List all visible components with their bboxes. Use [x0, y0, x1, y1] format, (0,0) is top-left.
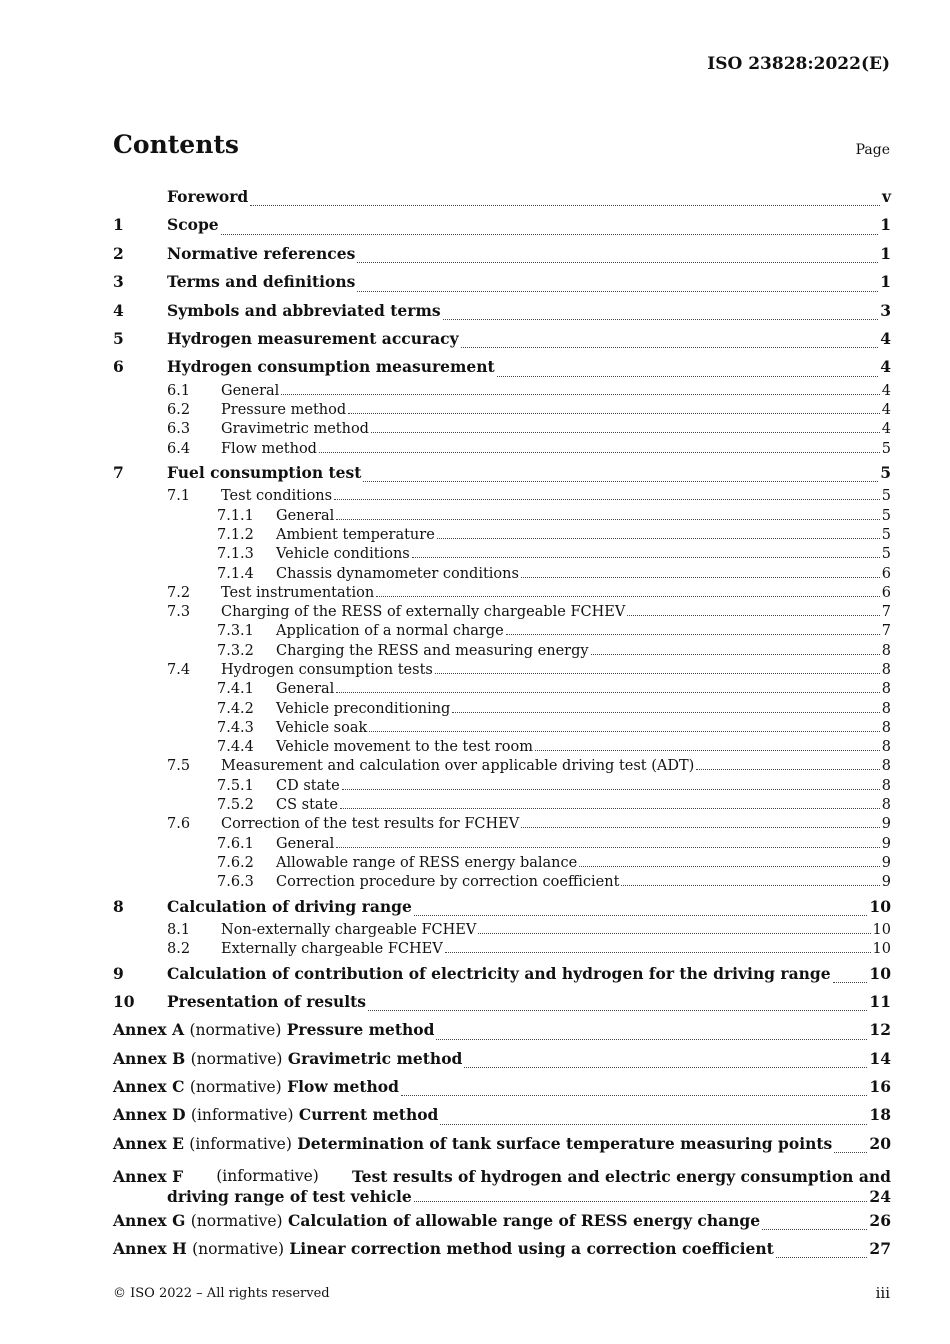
- toc-entry-title: Measurement and calculation over applicable driving test (ADT): [221, 758, 695, 775]
- toc-entry-number: 7.1.4: [217, 565, 254, 582]
- toc-entry-number: 7.3: [167, 604, 191, 621]
- toc-entry-page: 27: [869, 1238, 891, 1258]
- toc-entry-page: 9: [881, 874, 891, 891]
- copyright-notice: © ISO 2022 – All rights reserved: [113, 1286, 330, 1301]
- toc-annex-entry[interactable]: [113, 1130, 891, 1158]
- toc-entry-page: 16: [869, 1077, 891, 1097]
- toc-leader-dots: [506, 634, 880, 635]
- toc-entry-title: Presentation of results: [167, 991, 366, 1011]
- toc-entry-title: Test conditions: [221, 488, 333, 505]
- toc-leader-dots: [363, 481, 878, 482]
- toc-entry-title: General: [276, 681, 335, 698]
- toc-entry-page: 5: [880, 462, 891, 482]
- toc-leader-dots: [478, 933, 870, 934]
- toc-entry-number: 2: [113, 243, 124, 263]
- annex-label: Annex H: [113, 1238, 187, 1258]
- toc-entry-page: v: [881, 186, 891, 206]
- toc-entry[interactable]: [113, 183, 891, 211]
- toc-entry[interactable]: [113, 893, 891, 921]
- toc-entry-number: 7.1.3: [217, 546, 254, 563]
- toc-entry[interactable]: [113, 988, 891, 1016]
- toc-entry[interactable]: [113, 526, 891, 545]
- toc-entry-page: 10: [872, 921, 891, 938]
- toc-entry-title: Terms and definitions: [167, 272, 356, 292]
- toc-entry-number: 7.5.2: [217, 797, 254, 814]
- toc-entry-page: 8: [881, 797, 891, 814]
- toc-entry[interactable]: [113, 420, 891, 439]
- toc-entry[interactable]: [113, 487, 891, 506]
- toc-entry-title: Hydrogen consumption measurement: [167, 357, 495, 377]
- toc-leader-dots: [762, 1229, 867, 1230]
- toc-entry[interactable]: [113, 240, 891, 268]
- toc-entry-title: Non-externally chargeable FCHEV: [221, 921, 477, 938]
- annex-heading: [113, 1235, 774, 1263]
- annex-title-line1: [113, 1167, 891, 1186]
- page-column-label: Page: [855, 142, 890, 158]
- toc-entry-title: Charging the RESS and measuring energy: [276, 642, 589, 659]
- toc-entry[interactable]: [113, 507, 891, 526]
- annex-title-continued: driving range of test vehicle: [167, 1186, 412, 1206]
- toc-entry-number: 7.4: [167, 661, 191, 678]
- toc-leader-dots: [591, 654, 880, 655]
- annex-category: (informative): [216, 1167, 319, 1186]
- annex-label: Annex A: [113, 1020, 185, 1040]
- toc-entry[interactable]: [113, 796, 891, 815]
- toc-entry-title: General: [221, 382, 280, 399]
- toc-entry-page: 5: [881, 526, 891, 543]
- toc-leader-dots: [221, 234, 879, 235]
- toc-entry-number: 7.6.2: [217, 854, 254, 871]
- toc-entry-number: 7: [113, 462, 124, 482]
- toc-leader-dots: [348, 413, 880, 414]
- annex-heading: [113, 1101, 438, 1129]
- toc-entry-number: 8: [113, 896, 124, 916]
- toc-entry-title: Scope: [167, 215, 219, 235]
- toc-leader-dots: [521, 577, 880, 578]
- toc-entry-page: 9: [881, 854, 891, 871]
- toc-leader-dots: [368, 1010, 867, 1011]
- toc-leader-dots: [342, 789, 880, 790]
- toc-entry-number: 7.6: [167, 816, 191, 833]
- toc-entry-number: 7.1.2: [217, 526, 254, 543]
- annex-title: Gravimetric method: [287, 1048, 463, 1068]
- toc-leader-dots: [497, 376, 878, 377]
- annex-heading: [113, 1130, 832, 1158]
- toc-leader-dots: [281, 394, 879, 395]
- toc-entry-title: Charging of the RESS of externally chargeable FCHEV: [221, 604, 626, 621]
- toc-entry-page: 5: [881, 440, 891, 457]
- annex-title-line2: [113, 1187, 891, 1207]
- toc-entry-title: Pressure method: [221, 402, 347, 419]
- toc-leader-dots: [340, 808, 880, 809]
- page-number: iii: [875, 1284, 890, 1302]
- annex-label: Annex F: [113, 1167, 184, 1187]
- toc-leader-dots: [401, 1095, 867, 1096]
- toc-entry-title: Ambient temperature: [276, 526, 435, 543]
- document-id: ISO 23828:2022(E): [707, 54, 890, 74]
- annex-heading: [113, 1207, 760, 1235]
- toc-entry-number: 7.4.4: [217, 739, 254, 756]
- table-of-contents: [113, 183, 891, 1263]
- toc-entry[interactable]: [113, 297, 891, 325]
- toc-entry-number: 7.5: [167, 758, 191, 775]
- toc-entry-title: Calculation of driving range: [167, 896, 412, 916]
- toc-entry[interactable]: [113, 382, 891, 401]
- toc-leader-dots: [414, 915, 868, 916]
- toc-entry-number: 7.4.2: [217, 700, 254, 717]
- toc-annex-entry[interactable]: [113, 1207, 891, 1235]
- toc-entry-title: Vehicle movement to the test room: [276, 739, 533, 756]
- toc-entry-page: 8: [881, 700, 891, 717]
- toc-entry[interactable]: [113, 815, 891, 834]
- toc-leader-dots: [336, 519, 879, 520]
- toc-entry-number: 7.2: [167, 584, 191, 601]
- toc-entry[interactable]: [113, 661, 891, 680]
- annex-title: Linear correction method using a correction coefficient: [289, 1238, 774, 1258]
- toc-entry-title: Correction procedure by correction coefficient: [276, 874, 620, 891]
- toc-entry[interactable]: [113, 700, 891, 719]
- toc-leader-dots: [833, 982, 868, 983]
- toc-entry-title: Hydrogen consumption tests: [221, 661, 433, 678]
- toc-leader-dots: [696, 769, 879, 770]
- annex-label: Annex B: [113, 1048, 186, 1068]
- toc-leader-dots: [436, 1039, 867, 1040]
- annex-label: Annex G: [113, 1210, 186, 1230]
- toc-leader-dots: [464, 1067, 867, 1068]
- annex-label: Annex C: [113, 1077, 185, 1097]
- toc-entry-number: 6: [113, 357, 124, 377]
- toc-entry-title: Flow method: [221, 440, 317, 457]
- toc-annex-entry[interactable]: [113, 1045, 891, 1073]
- toc-leader-dots: [336, 847, 879, 848]
- toc-entry-page: 5: [881, 546, 891, 563]
- toc-entry-page: 24: [869, 1186, 891, 1206]
- toc-leader-dots: [376, 596, 880, 597]
- toc-entry-number: 6.4: [167, 440, 191, 457]
- toc-leader-dots: [336, 692, 879, 693]
- toc-entry[interactable]: [113, 921, 891, 940]
- toc-entry-page: 10: [872, 941, 891, 958]
- toc-entry[interactable]: [113, 268, 891, 296]
- toc-entry-title: Hydrogen measurement accuracy: [167, 328, 459, 348]
- toc-entry[interactable]: [113, 642, 891, 661]
- toc-entry-title: Gravimetric method: [221, 421, 369, 438]
- toc-entry-page: 5: [881, 488, 891, 505]
- toc-entry-number: 7.6.1: [217, 835, 254, 852]
- toc-entry-page: 8: [881, 758, 891, 775]
- toc-entry-number: 7.4.3: [217, 719, 254, 736]
- annex-heading: [113, 1045, 462, 1073]
- toc-entry[interactable]: [113, 757, 891, 776]
- toc-entry-page: 26: [869, 1210, 891, 1230]
- toc-entry-number: 1: [113, 215, 124, 235]
- toc-entry[interactable]: [113, 565, 891, 584]
- toc-entry-number: 5: [113, 328, 124, 348]
- toc-entry-page: 10: [869, 896, 891, 916]
- toc-entry-page: 3: [880, 300, 891, 320]
- toc-entry-title: Application of a normal charge: [276, 623, 504, 640]
- toc-entry-number: 6.1: [167, 382, 191, 399]
- toc-entry[interactable]: [113, 459, 891, 487]
- toc-entry-page: 14: [869, 1048, 891, 1068]
- toc-leader-dots: [414, 1201, 868, 1202]
- toc-entry-page: 6: [881, 584, 891, 601]
- annex-title: Test results of hydrogen and electric energy consumption and: [351, 1167, 891, 1187]
- toc-entry[interactable]: [113, 738, 891, 757]
- toc-entry-number: 7.3.1: [217, 623, 254, 640]
- toc-entry-number: 7.6.3: [217, 874, 254, 891]
- toc-entry-page: 6: [881, 565, 891, 582]
- toc-entry-title: Correction of the test results for FCHEV: [221, 816, 520, 833]
- toc-entry-title: Chassis dynamometer conditions: [276, 565, 519, 582]
- annex-category: (normative): [190, 1211, 283, 1230]
- toc-leader-dots: [412, 557, 880, 558]
- toc-entry[interactable]: [113, 719, 891, 738]
- toc-entry-page: 7: [881, 623, 891, 640]
- toc-leader-dots: [627, 615, 879, 616]
- toc-entry-page: 5: [881, 507, 891, 524]
- toc-annex-entry[interactable]: [113, 1016, 891, 1044]
- toc-entry-title: Fuel consumption test: [167, 462, 362, 482]
- toc-entry-page: 4: [880, 328, 891, 348]
- toc-leader-dots: [521, 827, 880, 828]
- toc-entry-page: 12: [869, 1020, 891, 1040]
- annex-title: Pressure method: [286, 1020, 435, 1040]
- toc-entry-page: 1: [880, 272, 891, 292]
- toc-entry-page: 4: [880, 357, 891, 377]
- annex-title: Determination of tank surface temperature measuring points: [297, 1133, 833, 1153]
- toc-leader-dots: [834, 1152, 867, 1153]
- toc-entry[interactable]: [113, 835, 891, 854]
- toc-leader-dots: [357, 262, 878, 263]
- toc-leader-dots: [371, 432, 880, 433]
- annex-category: (normative): [189, 1078, 282, 1097]
- toc-entry-number: 4: [113, 300, 124, 320]
- toc-leader-dots: [535, 750, 880, 751]
- toc-entry-page: 20: [869, 1133, 891, 1153]
- toc-entry-page: 8: [881, 777, 891, 794]
- toc-leader-dots: [443, 319, 879, 320]
- toc-leader-dots: [334, 499, 880, 500]
- toc-leader-dots: [579, 866, 880, 867]
- annex-title: Current method: [298, 1105, 439, 1125]
- toc-leader-dots: [440, 1124, 867, 1125]
- toc-entry[interactable]: [113, 584, 891, 603]
- toc-entry-number: 8.2: [167, 941, 191, 958]
- toc-entry[interactable]: [113, 211, 891, 239]
- annex-title: Flow method: [287, 1077, 399, 1097]
- toc-entry[interactable]: [113, 353, 891, 381]
- annex-category: (informative): [189, 1134, 292, 1153]
- toc-entry[interactable]: [113, 680, 891, 699]
- toc-entry-title: CS state: [276, 797, 338, 814]
- toc-entry-page: 8: [881, 642, 891, 659]
- toc-entry[interactable]: [113, 401, 891, 420]
- toc-entry-title: Vehicle soak: [276, 719, 368, 736]
- annex-category: (normative): [190, 1049, 283, 1068]
- annex-heading: [113, 1016, 434, 1044]
- toc-entry-page: 11: [869, 991, 891, 1011]
- toc-annex-entry[interactable]: [113, 1101, 891, 1129]
- toc-entry[interactable]: [113, 854, 891, 873]
- toc-entry-page: 18: [869, 1105, 891, 1125]
- annex-title: Calculation of allowable range of RESS energy change: [288, 1210, 761, 1230]
- toc-entry-page: 8: [881, 681, 891, 698]
- toc-entry-page: 4: [881, 382, 891, 399]
- toc-leader-dots: [776, 1257, 868, 1258]
- toc-entry[interactable]: [113, 325, 891, 353]
- page-title: Contents: [113, 130, 240, 159]
- toc-leader-dots: [621, 885, 879, 886]
- toc-annex-entry[interactable]: [113, 1073, 891, 1101]
- toc-entry-number: 6.2: [167, 402, 191, 419]
- toc-entry-title: Foreword: [167, 186, 249, 206]
- toc-entry-number: 6.3: [167, 421, 191, 438]
- annex-category: (normative): [189, 1021, 282, 1040]
- toc-entry-page: 4: [881, 402, 891, 419]
- toc-entry[interactable]: [113, 873, 891, 892]
- toc-entry[interactable]: [113, 960, 891, 988]
- toc-entry-number: 9: [113, 963, 124, 983]
- annex-heading: [113, 1073, 399, 1101]
- toc-entry[interactable]: [113, 603, 891, 622]
- toc-annex-entry[interactable]: [113, 1158, 891, 1206]
- toc-entry-page: 9: [881, 816, 891, 833]
- toc-entry[interactable]: [113, 940, 891, 959]
- toc-entry-page: 4: [881, 421, 891, 438]
- toc-entry-page: 8: [881, 661, 891, 678]
- toc-entry-page: 9: [881, 835, 891, 852]
- toc-entry-title: Test instrumentation: [221, 584, 375, 601]
- toc-leader-dots: [319, 452, 880, 453]
- toc-entry-page: 8: [881, 739, 891, 756]
- toc-entry-title: Allowable range of RESS energy balance: [276, 854, 578, 871]
- annex-category: (normative): [192, 1239, 284, 1258]
- toc-entry[interactable]: [113, 622, 891, 641]
- toc-entry-title: General: [276, 835, 335, 852]
- toc-leader-dots: [437, 538, 880, 539]
- toc-entry-page: 7: [881, 604, 891, 621]
- toc-entry-title: Vehicle conditions: [276, 546, 410, 563]
- toc-entry-title: Normative references: [167, 243, 356, 263]
- toc-entry-page: 10: [869, 963, 891, 983]
- toc-leader-dots: [369, 731, 880, 732]
- toc-entry[interactable]: [113, 545, 891, 564]
- toc-entry[interactable]: [113, 777, 891, 796]
- toc-entry-title: Symbols and abbreviated terms: [167, 300, 441, 320]
- toc-entry-title: General: [276, 507, 335, 524]
- toc-entry-title: Externally chargeable FCHEV: [221, 941, 443, 958]
- toc-leader-dots: [445, 952, 871, 953]
- annex-label: Annex D: [113, 1105, 186, 1125]
- toc-entry-number: 3: [113, 272, 124, 292]
- toc-entry-number: 7.5.1: [217, 777, 254, 794]
- toc-entry-number: 10: [113, 991, 135, 1011]
- toc-entry-page: 1: [880, 243, 891, 263]
- toc-leader-dots: [461, 347, 879, 348]
- toc-entry-page: 8: [881, 719, 891, 736]
- toc-entry-page: 1: [880, 215, 891, 235]
- toc-entry-title: Calculation of contribution of electricity and hydrogen for the driving range: [167, 963, 831, 983]
- toc-entry-title: Vehicle preconditioning: [276, 700, 451, 717]
- toc-entry-number: 7.1: [167, 488, 191, 505]
- annex-label: Annex E: [113, 1133, 184, 1153]
- toc-entry[interactable]: [113, 440, 891, 459]
- toc-leader-dots: [435, 673, 880, 674]
- toc-entry-title: CD state: [276, 777, 340, 794]
- toc-entry-number: 7.1.1: [217, 507, 254, 524]
- toc-leader-dots: [357, 291, 878, 292]
- toc-entry-number: 7.4.1: [217, 681, 254, 698]
- toc-leader-dots: [452, 712, 879, 713]
- toc-leader-dots: [250, 205, 880, 206]
- toc-entry-number: 8.1: [167, 921, 191, 938]
- annex-category: (informative): [190, 1106, 294, 1125]
- toc-entry-number: 7.3.2: [217, 642, 254, 659]
- toc-annex-entry[interactable]: [113, 1235, 891, 1263]
